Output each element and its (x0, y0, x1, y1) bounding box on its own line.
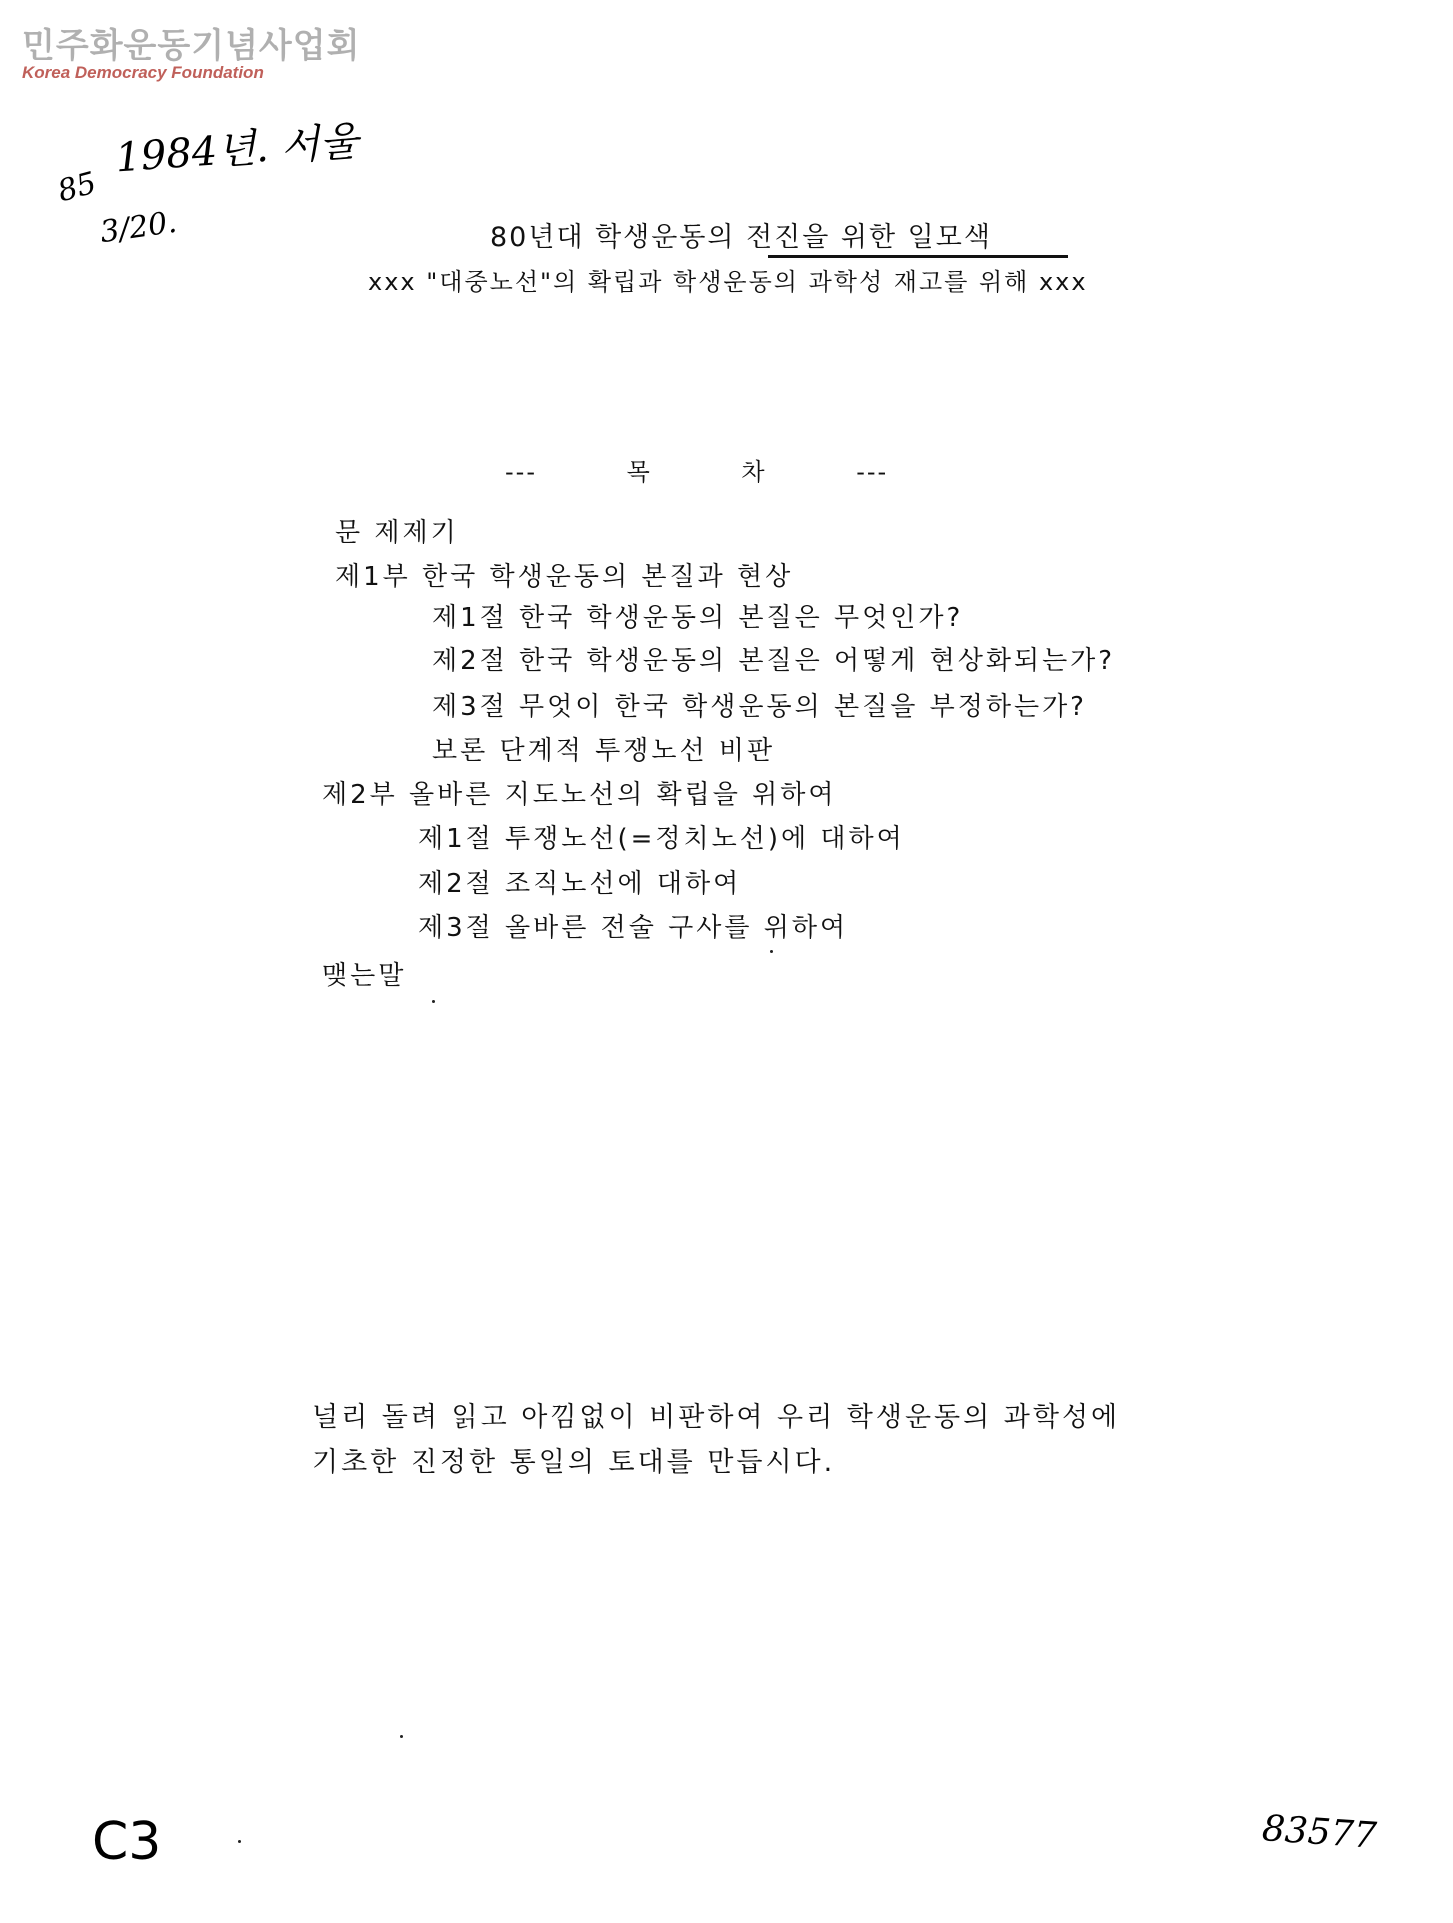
document-subtitle: xxx "대중노선"의 확립과 학생운동의 과학성 재고를 위해 xxx (368, 268, 1088, 296)
scan-speck (770, 950, 773, 953)
title-underline (768, 255, 1068, 258)
watermark-korean: 민주화운동기념사업회 (22, 26, 361, 66)
toc-item-conclusion: 맺는말 (322, 961, 407, 991)
toc-heading: --- 목 차 --- (505, 458, 889, 486)
handwritten-left-date: 3/20. (97, 204, 179, 251)
toc-part-2-chapter-2: 제2절 조직노선에 대하여 (418, 869, 742, 899)
toc-part-2-chapter-1: 제1절 투쟁노선(=정치노선)에 대하여 (418, 824, 905, 854)
toc-item-intro: 문 제제기 (335, 518, 459, 548)
toc-part-2: 제2부 올바른 지도노선의 확립을 위하여 (322, 780, 837, 810)
toc-part-1-chapter-3: 제3절 무엇이 한국 학생운동의 본질을 부정하는가? (432, 692, 1087, 722)
toc-part-1-chapter-2: 제2절 한국 학생운동의 본질은 어떻게 현상화되는가? (432, 646, 1116, 676)
scan-speck (238, 1840, 241, 1843)
handwritten-bottom-right: 83577 (1260, 1808, 1378, 1857)
closing-line-1: 널리 돌려 읽고 아낌없이 비판하여 우리 학생운동의 과학성에 (312, 1402, 1121, 1433)
document-title: 80년대 학생운동의 전진을 위한 일모색 (490, 222, 992, 253)
toc-part-1-chapter-1: 제1절 한국 학생운동의 본질은 무엇인가? (432, 603, 964, 633)
toc-part-2-chapter-3: 제3절 올바른 전술 구사를 위하여 (418, 913, 849, 943)
scan-speck (400, 1735, 403, 1738)
handwritten-date-place: 1984년. 서울 (113, 118, 360, 182)
handwritten-left-mark: 85 (54, 165, 101, 210)
toc-part-1: 제1부 한국 학생운동의 본질과 현상 (335, 562, 794, 592)
toc-part-1-appendix: 보론 단계적 투쟁노선 비판 (432, 736, 776, 766)
closing-line-2: 기초한 진정한 통일의 토대를 만듭시다. (312, 1447, 836, 1478)
watermark-english: Korea Democracy Foundation (22, 63, 264, 82)
handwritten-bottom-left: C3 (92, 1812, 162, 1872)
scan-speck (432, 1000, 435, 1003)
